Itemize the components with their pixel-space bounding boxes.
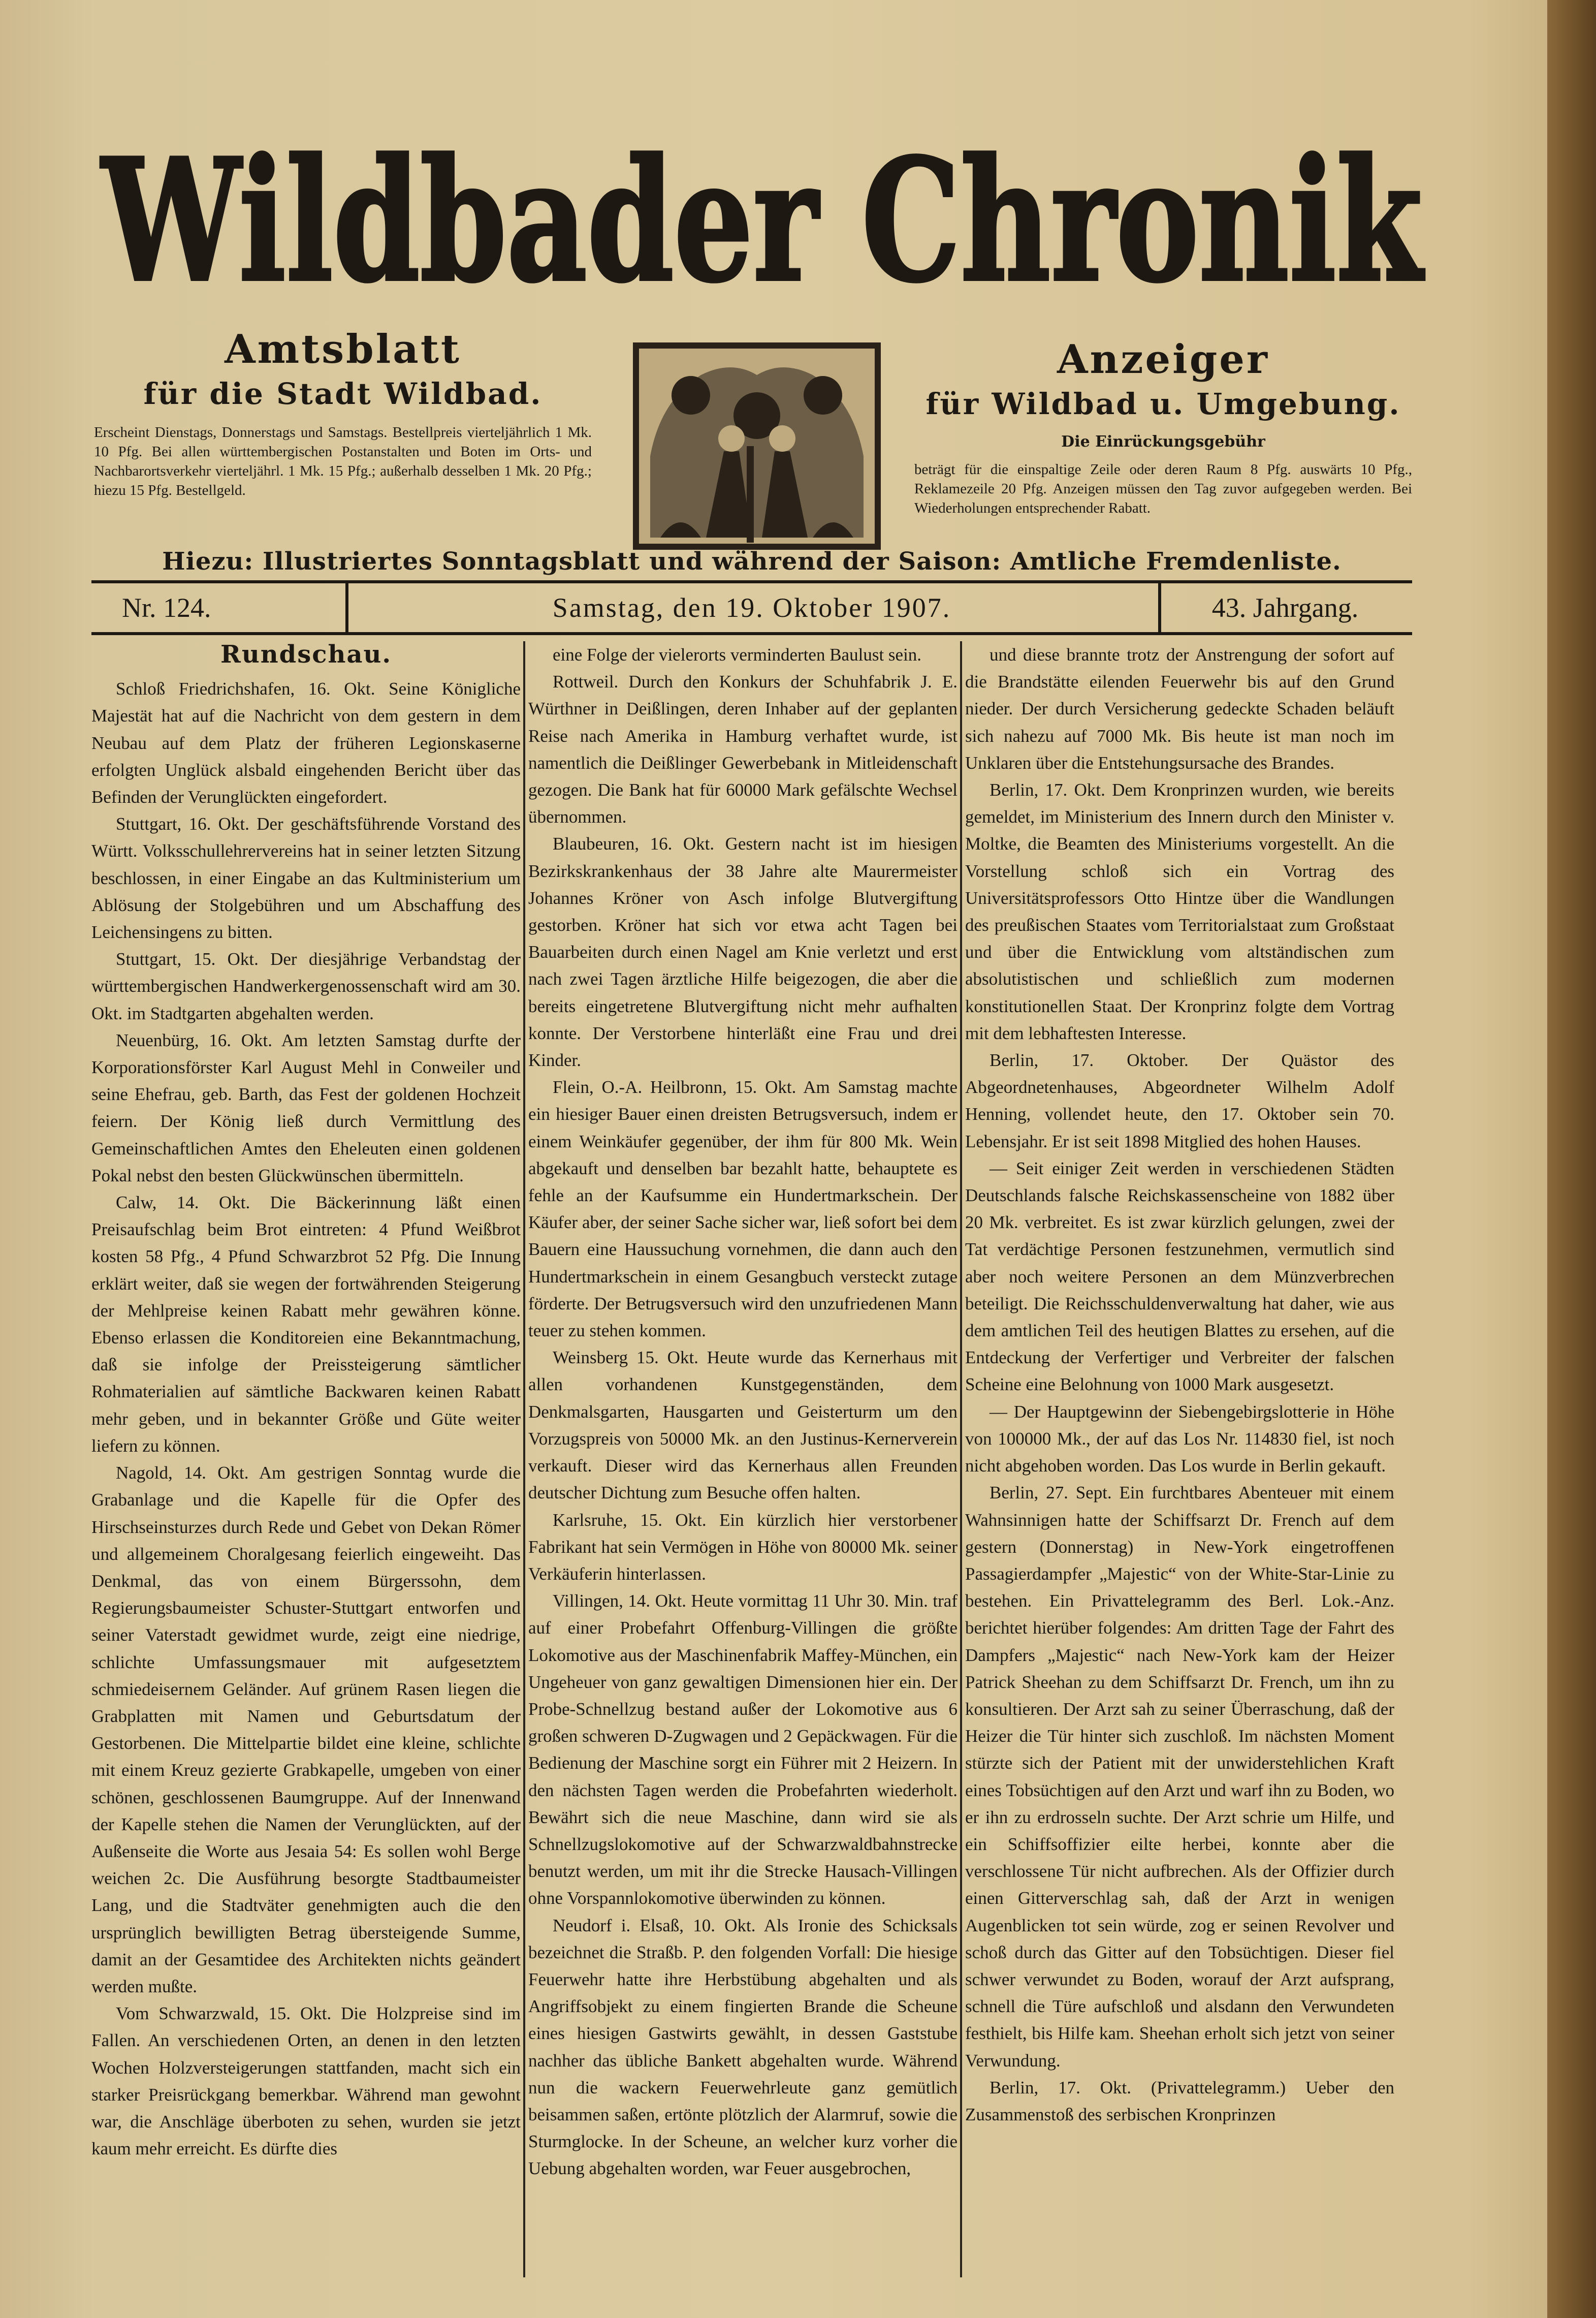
article: Berlin, 17. Oktober. Der Quästor des Abgeordnetenhauses, Abgeordneter Wilhelm Adolf Henning, vollendet heute, den 17. Oktober sein 70. Lebensjahr. Er ist seit 1898 Mitglied des hohen Hauses.: [965, 1050, 1394, 1151]
woodcut-illustration: [630, 339, 884, 553]
column-2: [528, 641, 957, 2277]
dateline-bar: [91, 580, 1412, 635]
anzeiger-block: [914, 335, 1412, 518]
article: Stuttgart, 15. Okt. Der diesjährige Verbandstag der württembergischen Handwerkergenossenschaft wird am 30. Okt. im Stadtgarten abgehalten werden.: [91, 949, 521, 1023]
article: Berlin, 27. Sept. Ein furchtbares Abenteuer mit einem Wahnsinnigen hatte der Schiffsarzt Dr. French auf dem gestern (Donnerstag) in New-York eingetroffenen Passagierdampfer „Majestic“ von der White-Star-Linie zu bestehen. Ein Privattelegramm des Berl. Lok.-Anz. berichtet hierüber folgendes: Am dritten Tage der Fahrt des Dampfers „Majestic“ nach New-York kam der Heizer Patrick Sheehan zu dem Schiffsarzt Dr. French, um ihn zu konsultieren. Der Arzt sah zu seiner Überraschung, daß der Heizer die Tür hinter sich zuschloß. Im nächsten Moment stürzte sich der Patient mit der unwiderstehlichen Kraft eines Tobsüchtigen auf den Arzt und warf ihn zu Boden, wo er ihn zu erdrosseln suchte. Der Arzt schrie um Hilfe, und ein Schiffsoffizier eilte herbei, konnte aber die verschlossene Tür nicht aufbrechen. Als der Offizier durch einen Gitterverschlag sah, daß der Arzt in wenigen Augenblicken tot sein würde, zog er seinen Revolver und schoß durch das Gitter auf den Tobsüchtigen. Dieser fiel schwer verwundet zu Boden, worauf der Arzt aufsprang, schnell die Türe aufschloß und alsdann den Verwundeten festhielt, bis Hilfe kam. Sheehan erholt sich jetzt von seiner Verwundung.: [965, 1483, 1394, 2071]
article: Nagold, 14. Okt. Am gestrigen Sonntag wurde die Grabanlage und die Kapelle für die Opfer des Hirschseinsturzes durch Rede und Gebet von Dekan Römer und allgemeinem Choralgesang feierlich eingeweiht. Das Denkmal, das von einem Bürgerssohn, dem Regierungsbaumeister Schuster-Stuttgart entworfen und seiner Vaterstadt gewidmet wurde, zeigt eine niedrige, schlichte Umfassungsmauer mit aufgesetztem schmiedeisernem Geländer. Auf grünem Rasen liegen die Grabplatten mit Namen und Geburtsdatum der Gestorbenen. Die Mittelpartie bildet eine kleine, schlichte mit einem Kreuz gezierte Grabkapelle, umgeben von einer schönen, geschlossenen Baumgruppe. Auf der Innenwand der Kapelle stehen die Namen der Verunglückten, auf der Außenseite die Worte aus Jesaia 54: Es sollen wohl Berge weichen 2c. Die Ausführung besorgte Stadtbaumeister Lang, und die Stadtväter genehmigten auch die den ursprünglich bewilligten Betrag übersteigende Summe, damit an der Gesamtidee des Architekten nichts geändert werden mußte.: [91, 1463, 521, 1996]
amtsblatt-title: Amtsblatt: [225, 326, 461, 372]
article: und diese brannte trotz der Anstrengung der sofort auf die Brandstätte eilenden Feuerwehr bis auf den Grund nieder. Der durch Versicherung gedeckte Schaden beläuft sich nahezu auf 7000 Mk. Bis heute ist man noch im Unklaren über die Entstehungsursache des Brandes.: [965, 645, 1394, 773]
column-3: [965, 641, 1394, 2277]
article: Neuenbürg, 16. Okt. Am letzten Samstag durfte der Korporationsförster Karl August Mehl in Conweiler und seine Ehefrau, geb. Barth, das Fest der goldenen Hochzeit feiern. Der König ließ durch Vermittlung des Gemeinschaftlichen Amtes den Eheleuten einen goldenen Pokal nebst den besten Glückwünschen übermitteln.: [91, 1030, 521, 1185]
article: Berlin, 17. Okt. Dem Kronprinzen wurden, wie bereits gemeldet, im Ministerium des Innern durch den Minister v. Moltke, die Beamten des Ministeriums vorgestellt. An die Vorstellung schloß sich ein Vortrag des Universitätsprofessors Otto Hintze über die Wandlungen des preußischen Staates vom Territorialstaat zum Großstaat und über die Entwicklung vom altständischen zum absolutistischen und schließlich zum modernen konstitutionellen Staat. Der Kronprinz folgte dem Vortrag mit dem lebhaftesten Interesse.: [965, 780, 1394, 1043]
article: Calw, 14. Okt. Die Bäckerinnung läßt einen Preisaufschlag beim Brot eintreten: 4 Pfund Weißbrot kosten 58 Pfg., 4 Pfund Schwarzbrot 52 Pfg. Die Innung erklärt weiter, daß sie wegen der fortwährenden Steigerung der Mehlpreise keinen Rabatt mehr gewähren könne. Ebenso erlassen die Konditoreien eine Bekanntmachung, daß sie infolge der Preissteigerung sämtlicher Rohmaterialien auf sämtliche Backwaren keinen Rabatt mehr geben, und in bekannter Größe und Güte weiter liefern zu können.: [91, 1193, 521, 1456]
column-1: [91, 641, 521, 2277]
article: — Der Hauptgewinn der Siebengebirgslotterie in Höhe von 100000 Mk., der auf das Los Nr. 114830 fiel, ist noch nicht abgehoben worden. Das Los wurde in Berlin gekauft.: [965, 1401, 1394, 1476]
article: Weinsberg 15. Okt. Heute wurde das Kernerhaus mit allen vorhandenen Kunstgegenständen, dem Denkmalsgarten, Hausgarten und Geisterturm um den Vorzugspreis von 50000 Mk. an den Justinus-Kernerverein verkauft. Dieser wird das Kernerhaus allen Freunden deutscher Dichtung zum Besuche offen halten.: [528, 1348, 957, 1503]
article: eine Folge der vielerorts verminderten Baulust sein.: [553, 645, 922, 665]
issue-date: Samstag, den 19. Oktober 1907.: [552, 592, 951, 623]
article: Villingen, 14. Okt. Heute vormittag 11 Uhr 30. Min. traf auf einer Probefahrt Offenburg-Villingen die größte Lokomotive aus der Maschinenfabrik Maffey-München, ein Ungeheuer von ganz gewaltigen Dimensionen hier ein. Der Probe-Schnellzug bestand außer der Lokomotive aus 6 großen schweren D-Zugwagen und 2 Gepäckwagen. Für die Bedienung der Maschine sorgt ein Führer mit 2 Heizern. In den nächsten Tagen werden die Probefahrten wiederholt. Bewährt sich die neue Maschine, dann wird sie als Schnellzugslokomotive auf der Schwarzwaldbahnstrecke benutzt werden, um mit ihr die Strecke Hausach-Villingen ohne Vorspannlokomotive überwinden zu können.: [528, 1591, 957, 1908]
article: — Seit einiger Zeit werden in verschiedenen Städten Deutschlands falsche Reichskassenscheine von 1882 über 20 Mk. verbreitet. Es ist zwar kürzlich gelungen, zwei der Tat verdächtige Personen festzunehmen, vermutlich sind aber noch weitere Personen an dem Münzverbrechen beteiligt. Die Reichsschuldenverwaltung hat daher, wie aus dem amtlichen Teil des heutigen Blattes zu ersehen, auf die Entdeckung der Verfertiger und Verbreiter der falschen Scheine eine Belohnung von 1000 Mark ausgesetzt.: [965, 1158, 1394, 1395]
article: Flein, O.-A. Heilbronn, 15. Okt. Am Samstag machte ein hiesiger Bauer einen dreisten Betrugsversuch, indem er einem Weinkäufer gegenüber, der ihm für 800 Mk. Wein abgekauft und denselben bar bezahlt hatte, behauptete es fehle an der Kaufsumme ein Hundertmarkschein. Der Käufer aber, der seiner Sache sicher war, ließ sofort bei dem Bauern eine Haussuchung vornehmen, die dann auch den Hundertmarkschein in einem Gesangbuch versteckt zutage förderte. Der Betrugsversuch wird den unzufriedenen Mann teuer zu stehen kommen.: [528, 1077, 957, 1341]
amtsblatt-subtitle: für die Stadt Wildbad.: [143, 377, 542, 411]
anzeiger-title: Anzeiger: [1057, 336, 1270, 383]
section-heading: Rundschau.: [220, 641, 392, 669]
article: Vom Schwarzwald, 15. Okt. Die Holzpreise sind im Fallen. An verschiedenen Orten, an denen in den letzten Wochen Holzversteigerungen stattfanden, macht sich ein starker Preisrückgang bemerkbar. Während man gewohnt war, die Anschläge überboten zu sehen, wurden sie jetzt kaum mehr erreicht. Es dürfte dies: [91, 2003, 521, 2159]
subscription-info: Erscheint Dienstags, Donnerstags und Samstags. Bestellpreis vierteljährlich 1 Mk. 10 Pfg. Bei allen württembergischen Postanstalten und Boten im Orts- und Nachbarortsverkehr vierteljährl. 1 Mk. 15 Pfg.; außerhalb desselben 1 Mk. 20 Pfg.; hiezu 15 Pfg. Bestellgeld.: [94, 424, 592, 498]
volume-year: 43. Jahrgang.: [1211, 592, 1359, 623]
article: Berlin, 17. Okt. (Privattelegramm.) Ueber den Zusammenstoß des serbischen Kronprinzen: [965, 2077, 1394, 2124]
masthead-title-svg: [97, 76, 1427, 340]
issue-number: Nr. 124.: [122, 592, 211, 623]
amtsblatt-block: [94, 325, 592, 500]
dateline-divider: [1158, 583, 1161, 632]
masthead: [97, 76, 1427, 361]
dateline-divider: [345, 583, 348, 632]
article: Blaubeuren, 16. Okt. Gestern nacht ist im hiesigen Bezirkskrankenhaus der 38 Jahre alte Maurermeister Johannes Kröner von Asch infolge Blutvergiftung gestorben. Kröner hat sich vor etwa acht Tagen bei Bauarbeiten durch einen Nagel am Knie verletzt und erst nach zwei Tagen ärztliche Hilfe beigezogen, die aber die bereits eingetretene Blutvergiftung nicht mehr aufhalten konnte. Der Verstorbene hinterläßt eine Frau und drei Kinder.: [528, 834, 957, 1071]
column-rule: [960, 641, 962, 2277]
article: Rottweil. Durch den Konkurs der Schuhfabrik J. E. Würthner in Deißlingen, deren Inhaber auf der geplanten Reise nach Amerika in Hamburg verhaftet wurde, ist namentlich die Deißlinger Gewerbebank in Mitleidenschaft gezogen. Die Bank hat für 60000 Mark gefälschte Wechsel übernommen.: [528, 672, 957, 827]
column-rule: [523, 641, 525, 2277]
article: Neudorf i. Elsaß, 10. Okt. Als Ironie des Schicksals bezeichnet die Straßb. P. den folgenden Vorfall: Die hiesige Feuerwehr hatte ihre Herbstübung abgehalten und als Angriffsobjekt zu einem fingierten Brande die Scheune eines hiesigen Gastwirts gewählt, in dessen Gaststube nachher das übliche Bankett abgehalten wurde. Während nun die wackern Feuerwehrleute ganz gemütlich beisammen saßen, ertönte plötzlich der Alarmruf, sowie die Sturmglocke. In der Scheune, an welcher kurz vorher die Uebung abgehalten worden, war Feuer ausgebrochen,: [528, 1915, 957, 2179]
article: Karlsruhe, 15. Okt. Ein kürzlich hier verstorbener Fabrikant hat sein Vermögen in Höhe von 80000 Mk. seiner Verkäuferin hinterlassen.: [528, 1510, 957, 1584]
article: Schloß Friedrichshafen, 16. Okt. Seine Königliche Majestät hat auf die Nachricht von dem gestern in dem Neubau auf dem Platz der früheren Legionskaserne erfolgten Unglück alsbald eingehenden Bericht über das Befinden der Verunglückten eingefordert.: [91, 679, 521, 807]
supplement-line: Hiezu: Illustriertes Sonntagsblatt und während der Saison: Amtliche Fremdenliste.: [162, 547, 1342, 576]
advertising-rates: beträgt für die einspaltige Zeile oder deren Raum 8 Pfg. auswärts 10 Pfg., Reklamezeile 20 Pfg. Anzeigen müssen den Tag zuvor aufgegeben werden. Bei Wiederholungen entsprechender Rabatt.: [914, 461, 1412, 516]
masthead-title: Wildbader Chronik: [100, 122, 1426, 319]
einrueckungsgebuehr-heading: Die Einrückungsgebühr: [1061, 433, 1265, 451]
article: Stuttgart, 16. Okt. Der geschäftsführende Vorstand des Württ. Volksschullehrervereins hat in seiner letzten Sitzung beschlossen, in einer Eingabe an das Kultministerium um Ablösung der Stolgebühren und um Abschaffung des Leichensingens zu bitten.: [91, 814, 521, 943]
anzeiger-subtitle: für Wildbad u. Umgebung.: [925, 387, 1401, 421]
book-binding-edge: [1547, 0, 1596, 2318]
